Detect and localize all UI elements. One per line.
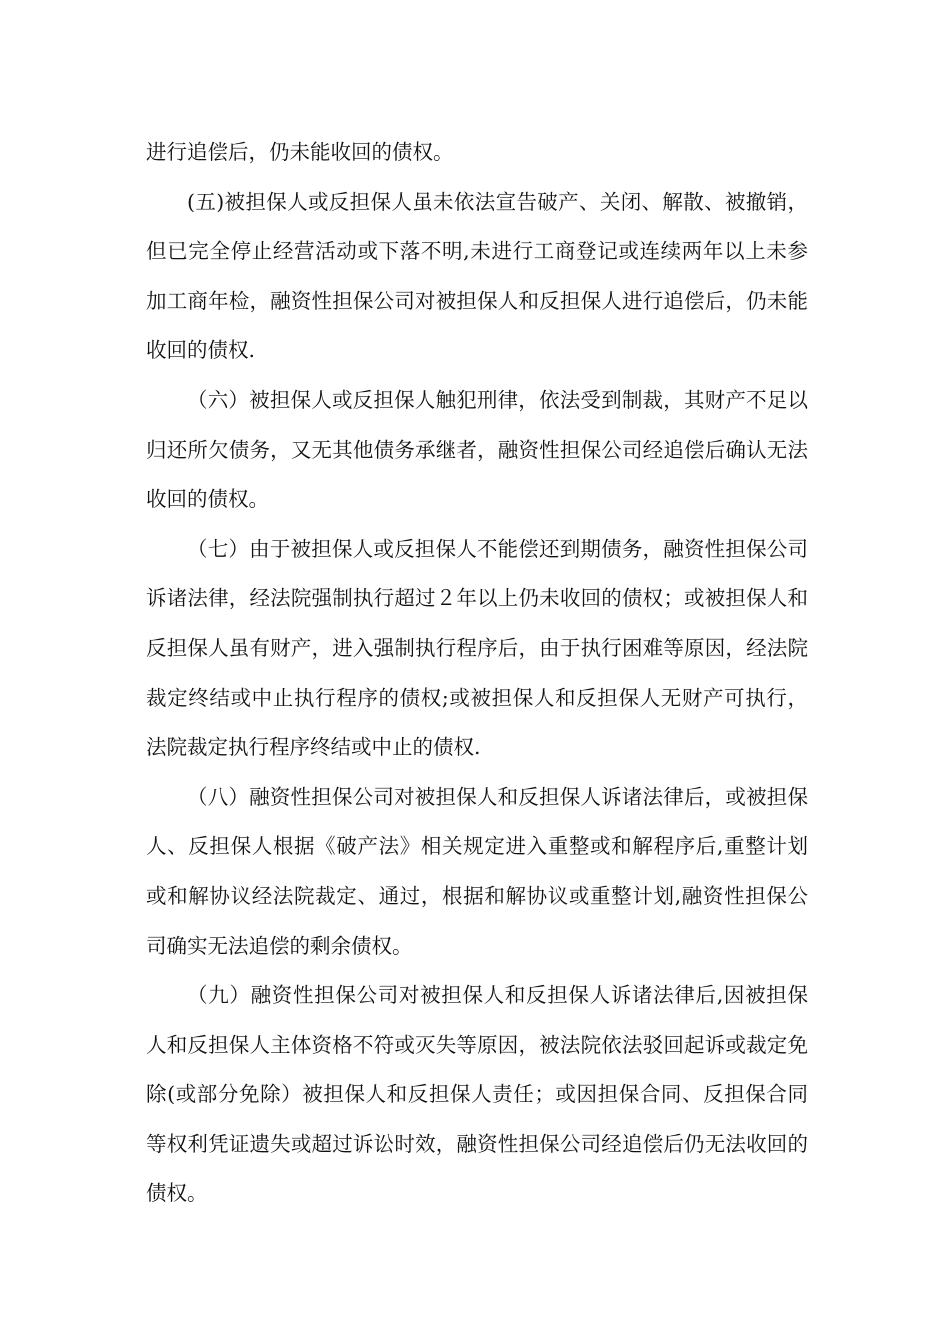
paragraph-item-7: （七）由于被担保人或反担保人不能偿还到期债务，融资性担保公司诉诸法律，经法院强制执行超过２年以上仍未收回的债权；或被担保人和反担保人虽有财产，进入强制执行程序后，由于执行困难等原因，经法院裁定终结或中止执行程序的债权;或被担保人和反担保人无财产可执行，法院裁定执行程序终结或中止的债权. (146, 536, 808, 760)
paragraph-item-9: （九）融资性担保公司对被担保人和反担保人诉诸法律后,因被担保人和反担保人主体资格不符或灭失等原因，被法院依法驳回起诉或裁定免除(或部分免除）被担保人和反担保人责任；或因担保合同、反担保合同等权利凭证遗失或超过诉讼时效，融资性担保公司经追偿后仍无法收回的债权。 (146, 983, 808, 1206)
document-body (146, 128, 808, 1219)
paragraph-item-5: (五)被担保人或反担保人虽未依法宣告破产、关闭、解散、被撤销，但已完全停止经营活动或下落不明,未进行工商登记或连续两年以上未参加工商年检，融资性担保公司对被担保人和反担保人进行追偿后，仍未能收回的债权. (146, 189, 808, 363)
paragraph-continuation: 进行追偿后，仍未能收回的债权。 (146, 140, 454, 164)
paragraph-item-8: （八）融资性担保公司对被担保人和反担保人诉诸法律后，或被担保人、反担保人根据《破产法》相关规定进入重整或和解程序后,重整计划或和解协议经法院裁定、通过，根据和解协议或重整计划,融资性担保公司确实无法追偿的剩余债权。 (146, 784, 808, 958)
paragraph-item-6: （六）被担保人或反担保人触犯刑律，依法受到制裁，其财产不足以归还所欠债务，又无其他债务承继者，融资性担保公司经追偿后确认无法收回的债权。 (146, 387, 808, 512)
